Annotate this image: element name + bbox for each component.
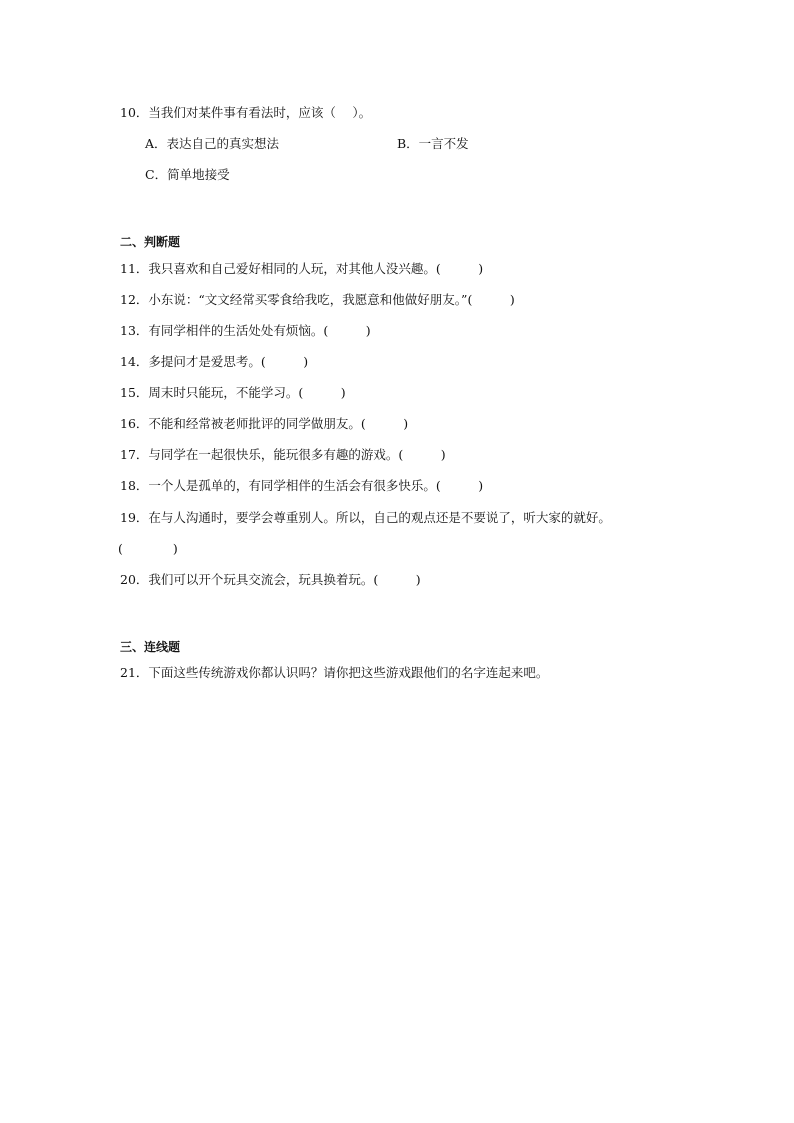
question-12: 12．小东说：“文文经常买零食给我吃，我愿意和他做好朋友。”( ): [120, 292, 515, 307]
question-11: 11．我只喜欢和自己爱好相同的人玩，对其他人没兴趣。( ): [120, 261, 484, 276]
q10-option-a: A．表达自己的真实想法: [145, 136, 280, 151]
question-19-answer-blank: ( ): [118, 541, 178, 556]
question-15: 15．周末时只能玩，不能学习。( ): [120, 385, 346, 400]
question-19: 19．在与人沟通时，要学会尊重别人。所以，自己的观点还是不要说了，听大家的就好。: [120, 510, 611, 525]
q10-option-c: C．简单地接受: [145, 167, 230, 182]
q10-option-b: B．一言不发: [397, 136, 469, 151]
question-14: 14．多提问才是爱思考。( ): [120, 354, 309, 369]
question-21: 21．下面这些传统游戏你都认识吗？请你把这些游戏跟他们的名字连起来吧。: [120, 665, 549, 680]
question-17: 17．与同学在一起很快乐，能玩很多有趣的游戏。( ): [120, 447, 446, 462]
section-2-title: 二、判断题: [120, 235, 181, 249]
question-18: 18．一个人是孤单的，有同学相伴的生活会有很多快乐。( ): [120, 478, 484, 493]
section-3-title: 三、连线题: [120, 640, 181, 654]
question-13: 13．有同学相伴的生活处处有烦恼。( ): [120, 323, 371, 338]
q10-stem: 10．当我们对某件事有看法时，应该（ ）。: [120, 105, 372, 120]
question-16: 16．不能和经常被老师批评的同学做朋友。( ): [120, 416, 409, 431]
question-20: 20．我们可以开个玩具交流会，玩具换着玩。( ): [120, 572, 421, 587]
